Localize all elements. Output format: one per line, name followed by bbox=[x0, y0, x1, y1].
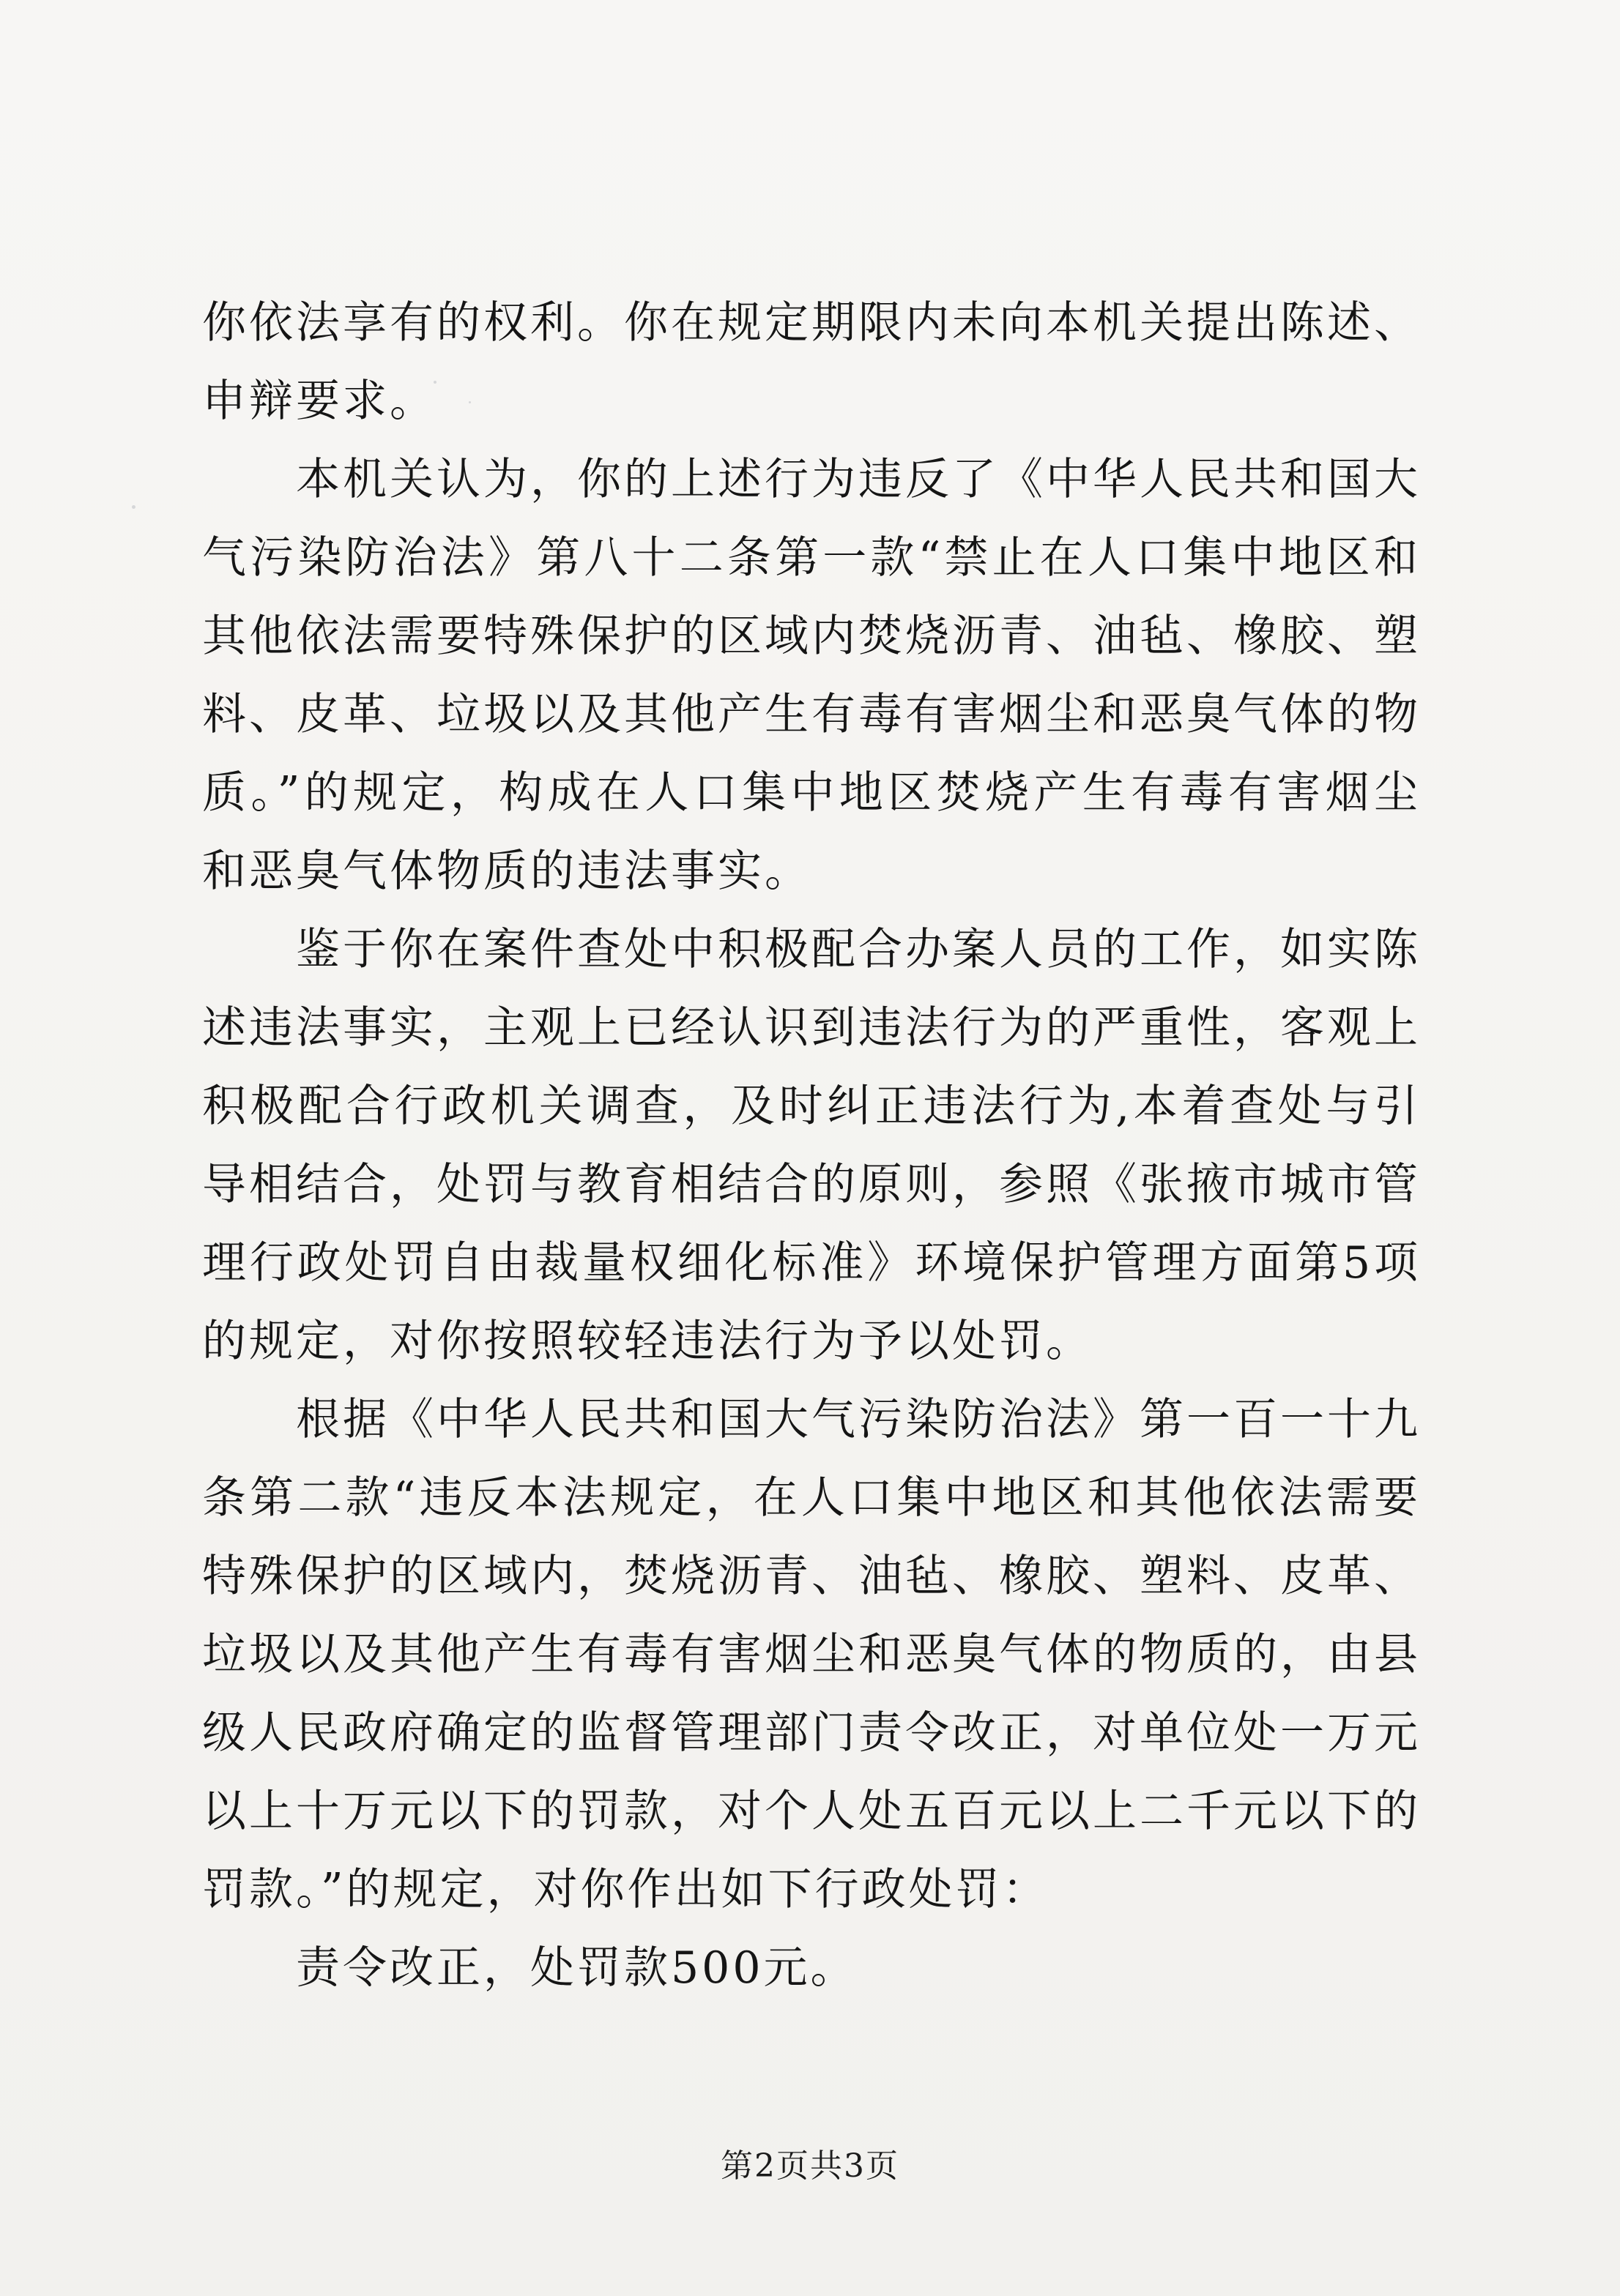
paragraph-mitigating-circumstances: 鉴于你在案件查处中积极配合办案人员的工作，如实陈述违法事实，主观上已经认识到违法行为的严重性，客观上积极配合行政机关调查，及时纠正违法行为,本着查处与引导相结合，处罚与教育相结合的原则，参照《张掖市城市管理行政处罚自由裁量权细化标准》环境保护管理方面第5项的规定，对你按照较轻违法行为予以处罚。 bbox=[202, 924, 1421, 1367]
document-body bbox=[202, 284, 1421, 2008]
scan-speck bbox=[132, 505, 135, 509]
paragraph-legal-basis: 根据《中华人民共和国大气污染防治法》第一百一十九条第二款“违反本法规定，在人口集中地区和其他依法需要特殊保护的区域内，焚烧沥青、油毡、橡胶、塑料、皮革、垃圾以及其他产生有毒有害烟尘和恶臭气体的物质的，由县级人民政府确定的监督管理部门责令改正，对单位处一万元以上十万元以下的罚款，对个人处五百元以上二千元以下的罚款。”的规定，对你作出如下行政处罚： bbox=[202, 1394, 1421, 1915]
paragraph-penalty-decision: 责令改正，处罚款500元。 bbox=[296, 1942, 858, 1994]
page-number-footer: 第2页共3页 bbox=[721, 2147, 899, 2185]
paragraph-violation-finding: 本机关认为，你的上述行为违反了《中华人民共和国大气污染防治法》第八十二条第一款“禁止在人口集中地区和其他依法需要特殊保护的区域内焚烧沥青、油毡、橡胶、塑料、皮革、垃圾以及其他产生有毒有害烟尘和恶臭气体的物质。”的规定，构成在人口集中地区焚烧产生有毒有害烟尘和恶臭气体物质的违法事实。 bbox=[202, 454, 1421, 897]
paragraph-rights-statement: 你依法享有的权利。你在规定期限内未向本机关提出陈述、申辩要求。 bbox=[202, 297, 1421, 427]
